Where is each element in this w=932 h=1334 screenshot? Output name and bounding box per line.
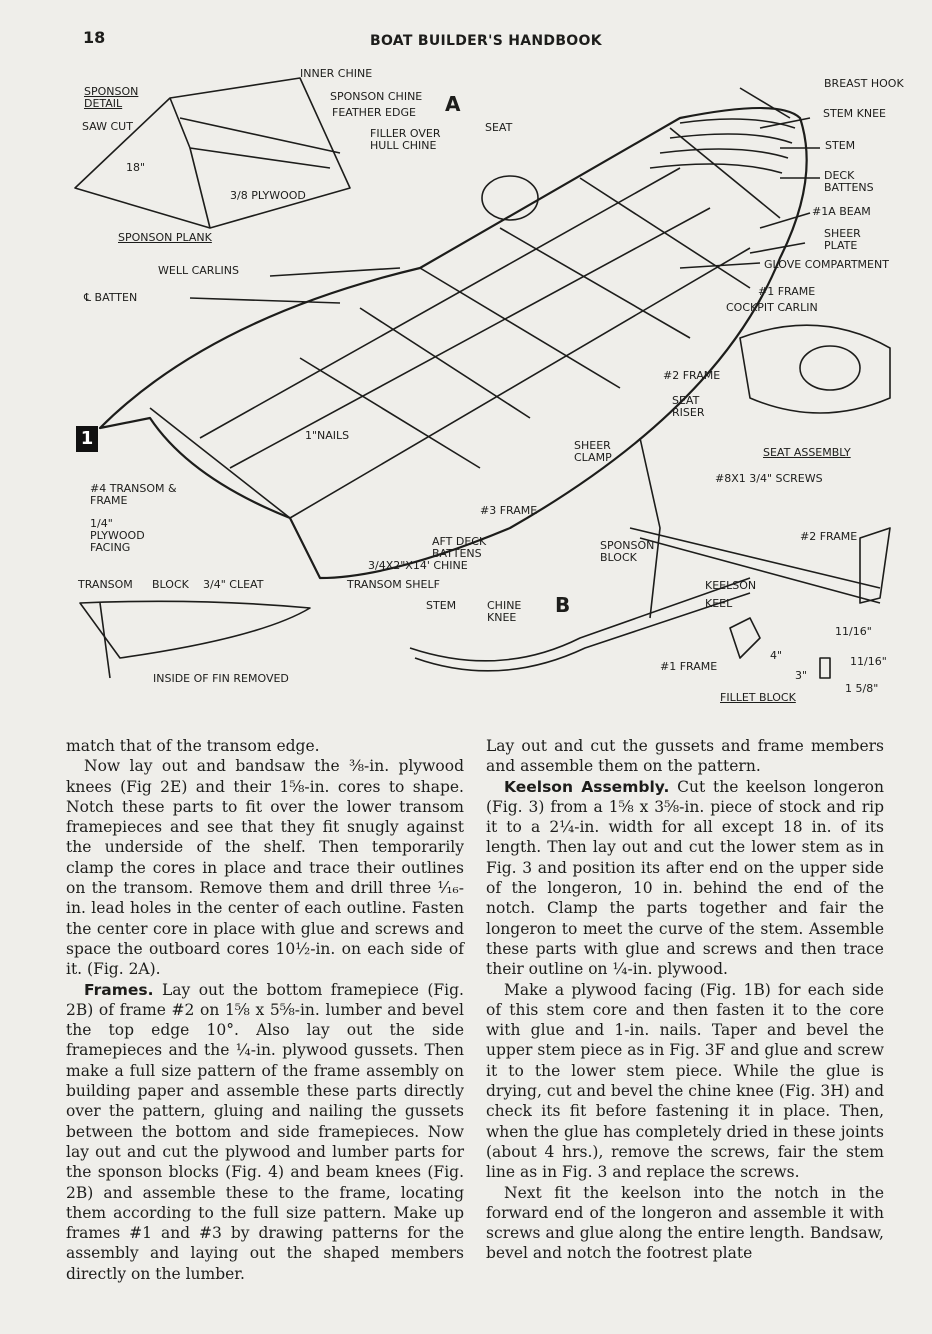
boat-line-drawing: [60, 58, 910, 713]
label-saw-cut: SAW CUT: [82, 120, 133, 133]
label-screws-8: #8X1 3/4" SCREWS: [715, 472, 823, 485]
right-column: [486, 736, 884, 1264]
label-inner-chine: INNER CHINE: [300, 67, 373, 80]
label-chine-knee: CHINE KNEE: [487, 599, 522, 624]
fin-sketch: [80, 601, 310, 658]
label-deck-battens: DECK BATTENS: [824, 169, 874, 194]
label-breast-hook: BREAST HOOK: [824, 77, 904, 90]
label-sheer-clamp: SHEER CLAMP: [574, 439, 612, 464]
fillet-block-shape: [820, 658, 830, 678]
book-title: BOAT BUILDER'S HANDBOOK: [370, 33, 602, 49]
label-seat: SEAT: [485, 121, 513, 134]
label-sponson-chine: SPONSON CHINE: [330, 90, 423, 103]
label-feather-edge: FEATHER EDGE: [332, 106, 416, 119]
keelson-body: Cut the keelson longeron (Fig. 3) from a 1⅝ x 3⅝-in. piece of stock and rip it to a 2¼-in. width for all except 18 in. of its length. Then lay out and cut the lower stem as in Fig. 3 and position its after end on the upper side of the longeron, 10 in. behind the end of the notch. Clamp the parts together and fair the longeron to meet the curve of the stem. Assemble these parts with glue and screws and then trace their outline on ¼-in. plywood.: [486, 777, 884, 979]
label-nails-1: 1"NAILS: [305, 429, 350, 442]
label-stem-knee: STEM KNEE: [823, 107, 886, 120]
label-dim-1-5-8: 1 5/8": [845, 682, 879, 695]
label-seat-riser: SEAT RISER: [672, 394, 705, 419]
label-glove-compartment: GLOVE COMPARTMENT: [764, 258, 889, 271]
page-header: [0, 28, 932, 52]
figure-number-badge: 1: [76, 426, 98, 452]
frames-body: Lay out the bottom framepiece (Fig. 2B) of frame #2 on 1⅝ x 5⅝-in. lumber and bevel the top edge 10°. Also lay out the side framepieces and the ¼-in. plywood gussets. Then make a full size pattern of the frame assembly on building paper and assemble these parts directly over the pattern, gluing and nailing the gussets between the bottom and side framepieces. Now lay out and cut the plywood and lumber parts for the sponson blocks (Fig. 4) and beam knees (Fig. 2B) and assemble these to the frame, locating them according to the full size pattern. Make up frames #1 and #3 by drawing patterns for the assembly and laying out the shaped members directly on the lumber.: [66, 980, 464, 1283]
label-transom-frame-4: #4 TRANSOM & FRAME: [90, 482, 177, 507]
figure-1-illustration: [60, 58, 910, 713]
paragraph: Next fit the keelson into the notch in the forward end of the longeron and assemble it with screws and glue along the entire length. Bandsaw, bevel and notch the footrest plate: [486, 1183, 884, 1263]
paragraph: Now lay out and bandsaw the ⅜-in. plywood knees (Fig 2E) and their 1⅝-in. cores to shape. Notch these parts to fit over the lower transom framepieces and see that they fit snugly against the underside of the shelf. Then temporarily clamp the cores in place and trace their outlines on the transom. Remove them and drill three ¹⁄₁₆-in. lead holes in the center of each outline. Fasten the center core in place with glue and screws and space the outboard cores 10½-in. on each side of it. (Fig. 2A).: [66, 757, 464, 979]
label-dim-3: 3": [795, 669, 808, 682]
label-stem: STEM: [825, 139, 856, 152]
label-seat-assembly: SEAT ASSEMBLY: [763, 446, 851, 459]
label-frame-2b: #2 FRAME: [800, 530, 858, 543]
label-plywood-facing: 1/4" PLYWOOD FACING: [90, 517, 145, 554]
label-transom: TRANSOM: [78, 578, 133, 591]
frames-heading: Frames.: [84, 980, 154, 999]
label-transom-shelf: TRANSOM SHELF: [347, 578, 440, 591]
label-sponson-plank: SPONSON PLANK: [118, 231, 212, 244]
label-sponson-detail: SPONSON DETAIL: [84, 85, 139, 110]
frames-paragraph: [66, 980, 464, 1284]
label-cleat: 3/4" CLEAT: [203, 578, 264, 591]
label-keel: KEEL: [705, 597, 733, 610]
paragraph: Lay out and cut the gussets and frame members and assemble them on the pattern.: [486, 737, 884, 776]
label-frame-2: #2 FRAME: [663, 369, 721, 382]
label-plywood-38: 3/8 PLYWOOD: [230, 189, 306, 202]
label-block: BLOCK: [152, 578, 189, 591]
steering-wheel: [482, 176, 538, 220]
label-dim-18: 18": [126, 161, 146, 174]
label-dim-11-16a: 11/16": [835, 625, 872, 638]
label-inside-fin: INSIDE OF FIN REMOVED: [153, 672, 289, 685]
label-dim-4: 4": [770, 649, 783, 662]
label-sponson-block: SPONSON BLOCK: [600, 539, 655, 564]
left-column: [66, 736, 464, 1284]
paragraph: match that of the transom edge.: [66, 737, 320, 755]
label-1a-beam: #1A BEAM: [812, 205, 871, 218]
label-cockpit-carlin: COCKPIT CARLIN: [726, 301, 818, 314]
page-number: 18: [83, 28, 106, 47]
keelson-paragraph: [486, 777, 884, 980]
label-frame-1b: #1 FRAME: [660, 660, 718, 673]
label-cl-batten: ℄ BATTEN: [84, 291, 138, 304]
label-hull-chine: HULL CHINE: [370, 139, 437, 152]
label-stem-b: STEM: [426, 599, 457, 612]
label-fillet-block: FILLET BLOCK: [720, 691, 796, 704]
seat-assembly-inset: [740, 325, 890, 413]
label-keelson: KEELSON: [705, 579, 757, 592]
label-dim-11-16b: 11/16": [850, 655, 887, 668]
label-filler-over: FILLER OVER: [370, 127, 441, 140]
label-aft-deck-battens: AFT DECK BATTENS: [432, 535, 487, 560]
label-frame-1: #1 FRAME: [758, 285, 816, 298]
label-sheer-plate: SHEER PLATE: [824, 227, 861, 252]
label-frame-3: #3 FRAME: [480, 504, 538, 517]
paragraph: Make a plywood facing (Fig. 1B) for each side of this stem core and then fasten it to the core with glue and 1-in. nails. Taper and bevel the upper stem piece as in Fig. 3F and glue and screw it to the lower stem piece. While the glue is drying, cut and bevel the chine knee (Fig. 3H) and check its fit before fastening it in place. Then, when the glue has completely dried in these joints (about 4 hrs.), remove the screws, fair the stem line as in Fig. 3 and replace the screws.: [486, 980, 884, 1182]
hull-outline: [100, 108, 807, 578]
label-well-carlins: WELL CARLINS: [158, 264, 240, 277]
article-body: [66, 736, 886, 1316]
detail-b-letter: B: [555, 593, 571, 617]
keelson-heading: Keelson Assembly.: [504, 777, 670, 796]
detail-a-letter: A: [445, 92, 461, 116]
label-chine-dims: 3/4X2"X14' CHINE: [368, 559, 468, 572]
